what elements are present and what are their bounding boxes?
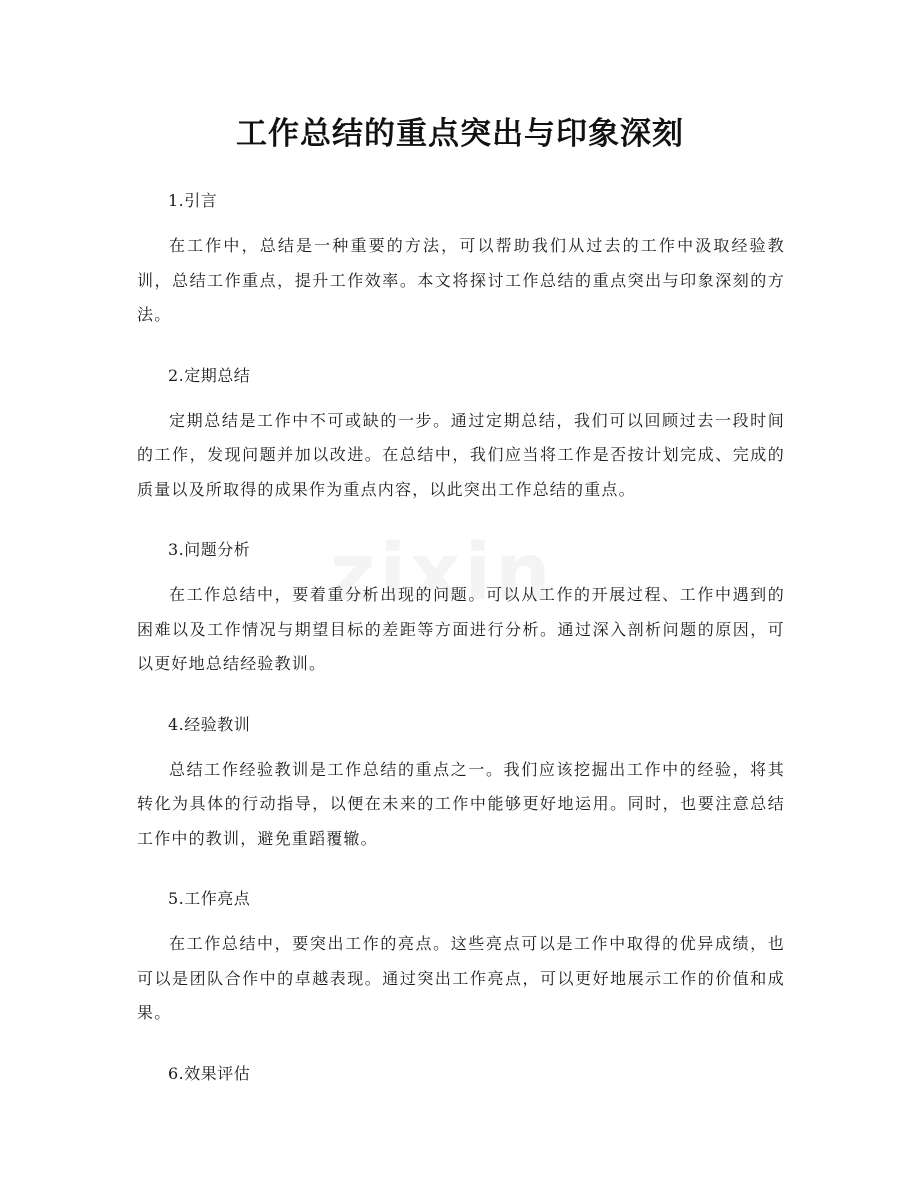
section-paragraph: 在工作总结中，要着重分析出现的问题。可以从工作的开展过程、工作中遇到的困难以及工作情况与期望目标的差距等方面进行分析。通过深入剖析问题的原因，可以更好地总结经验教训。 (137, 585, 785, 673)
page-title: 工作总结的重点突出与印象深刻 (236, 116, 684, 152)
section-regular-summary (137, 360, 785, 508)
section-intro (137, 185, 785, 333)
section-heading: 2.定期总结 (168, 365, 251, 385)
section-paragraph: 在工作中，总结是一种重要的方法，可以帮助我们从过去的工作中汲取经验教训，总结工作重点，提升工作效率。本文将探讨工作总结的重点突出与印象深刻的方法。 (137, 236, 785, 324)
section-work-highlights (137, 883, 785, 1031)
section-paragraph: 总结工作经验教训是工作总结的重点之一。我们应该挖掘出工作中的经验，将其转化为具体的行动指导，以便在未来的工作中能够更好地运用。同时，也要注意总结工作中的教训，避免重蹈覆辙。 (137, 759, 785, 848)
section-effect-evaluation (137, 1058, 785, 1090)
section-problem-analysis (137, 534, 785, 682)
section-lessons-learned (137, 709, 785, 857)
section-paragraph: 定期总结是工作中不可或缺的一步。通过定期总结，我们可以回顾过去一段时间的工作，发现问题并加以改进。在总结中，我们应当将工作是否按计划完成、完成的质量以及所取得的成果作为重点内容，以此突出工作总结的重点。 (137, 410, 785, 499)
section-paragraph: 在工作总结中，要突出工作的亮点。这些亮点可以是工作中取得的优异成绩，也可以是团队合作中的卓越表现。通过突出工作亮点，可以更好地展示工作的价值和成果。 (137, 934, 785, 1022)
section-heading: 5.工作亮点 (168, 889, 251, 908)
section-heading: 1.引言 (168, 191, 218, 210)
document-body (137, 185, 785, 1090)
section-heading: 3.问题分析 (168, 540, 251, 559)
section-heading: 4.经验教训 (168, 714, 251, 734)
section-heading: 6.效果评估 (168, 1063, 251, 1083)
